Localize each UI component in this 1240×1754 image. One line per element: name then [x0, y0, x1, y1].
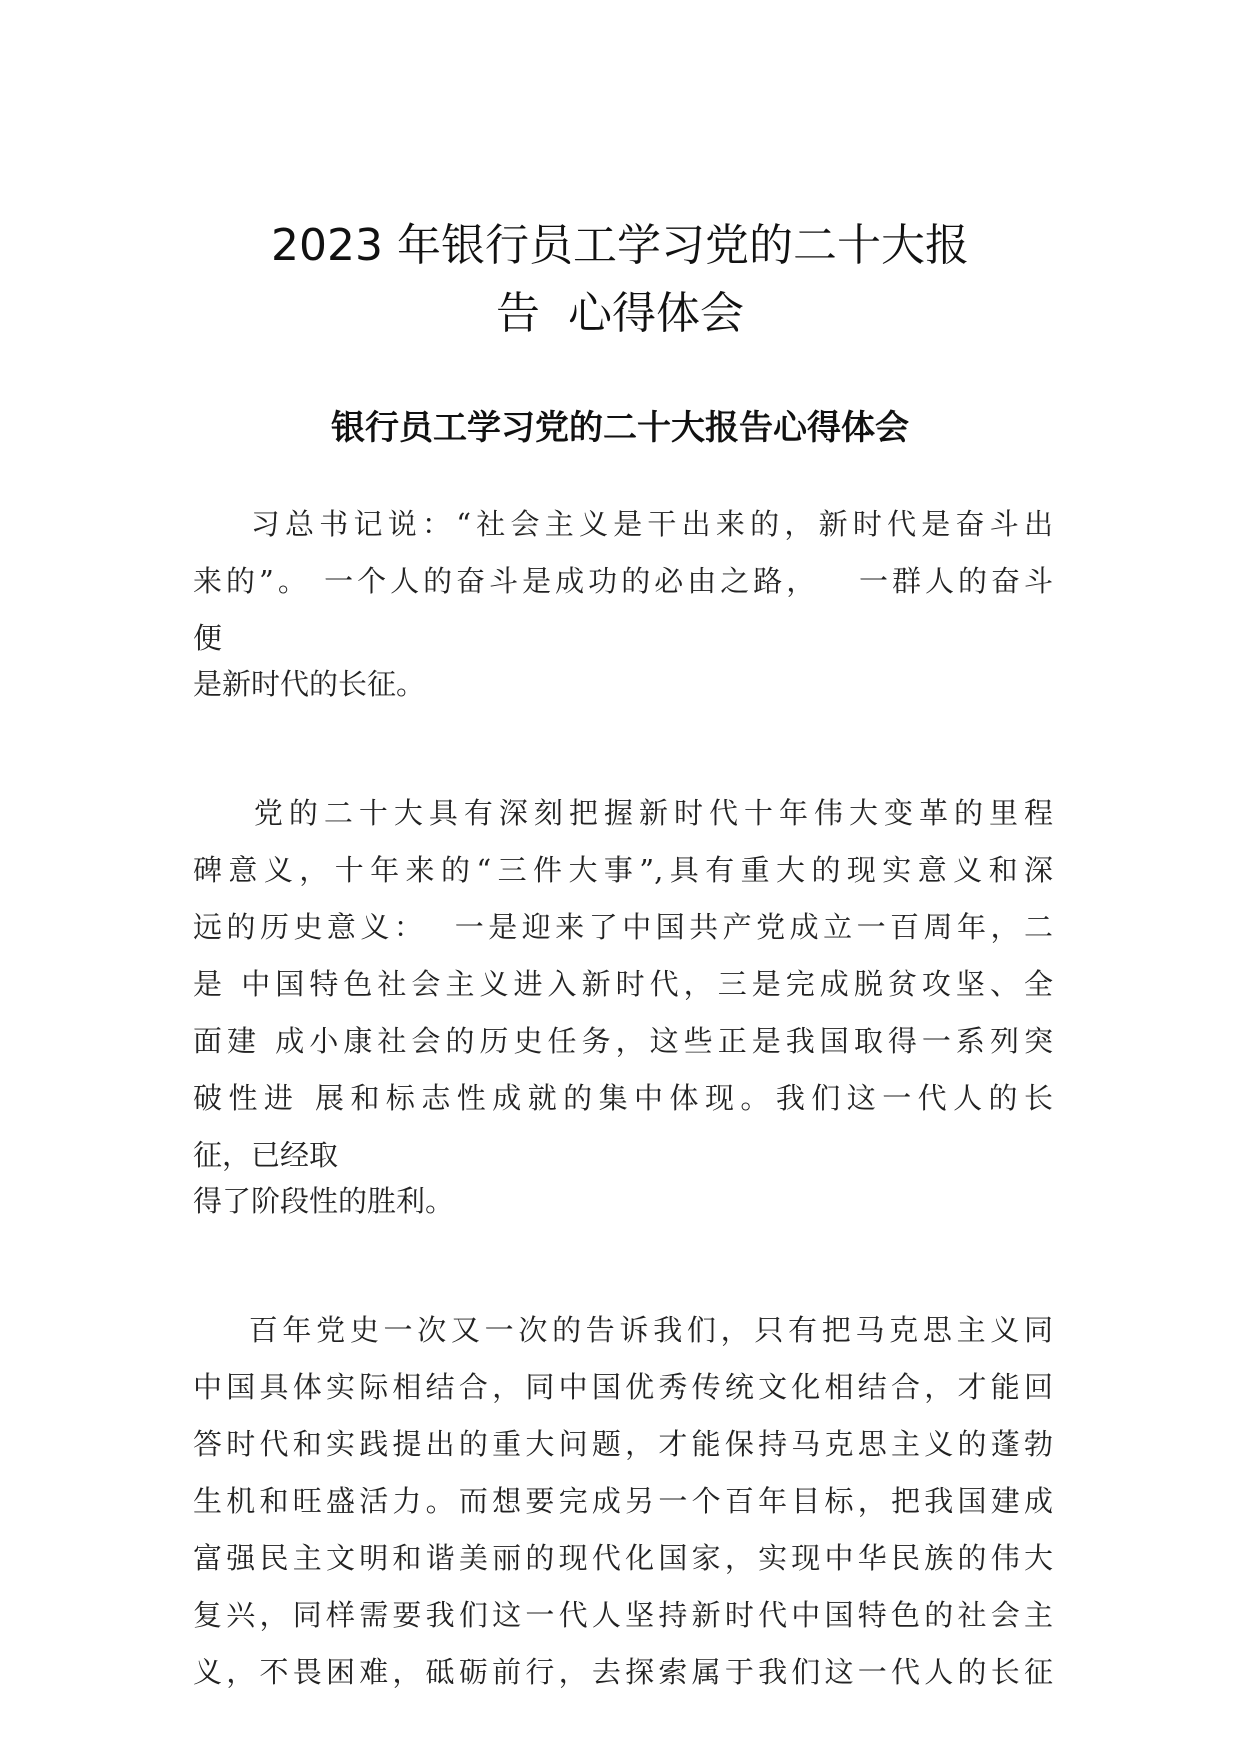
paragraph-line: 面建 成小康社会的历史任务，这些正是我国取得一系列突 — [193, 1024, 1053, 1058]
paragraph-line: 党的二十大具有深刻把握新时代十年伟大变革的里程 — [193, 796, 1053, 830]
document-title-line: 告 心得体会 — [496, 288, 744, 339]
paragraph-line: 中国具体实际相结合，同中国优秀传统文化相结合，才能回 — [193, 1370, 1053, 1404]
paragraph-line: 是 中国特色社会主义进入新时代，三是完成脱贫攻坚、全 — [193, 967, 1053, 1001]
paragraph-line: 是新时代的长征。 — [193, 667, 426, 701]
paragraph-line: 来的”。 一个人的奋斗是成功的必由之路， 一群人的奋斗 — [193, 564, 1053, 598]
document-body — [193, 496, 1053, 1701]
paragraph-line: 破性进 展和标志性成就的集中体现。我们这一代人的长 — [193, 1081, 1053, 1115]
paragraph-line: 义，不畏困难，砥砺前行，去探索属于我们这一代人的长征 — [193, 1655, 1053, 1689]
paragraph-spacer — [193, 1230, 1053, 1302]
paragraph-line: 得了阶段性的胜利。 — [193, 1184, 455, 1218]
paragraph-line: 征，已经取 — [193, 1138, 339, 1172]
paragraph-line: 便 — [193, 621, 223, 655]
paragraph-line: 远的历史意义： 一是迎来了中国共产党成立一百周年，二 — [193, 910, 1053, 944]
paragraph-line: 生机和旺盛活力。而想要完成另一个百年目标，把我国建成 — [193, 1484, 1053, 1518]
document-title — [0, 212, 1240, 348]
paragraph-line: 百年党史一次又一次的告诉我们，只有把马克思主义同 — [193, 1313, 1053, 1347]
document-title-line: 2023 年银行员工学习党的二十大报 — [271, 220, 969, 271]
paragraph-line: 答时代和实践提出的重大问题，才能保持马克思主义的蓬勃 — [193, 1427, 1053, 1461]
paragraph-line: 富强民主文明和谐美丽的现代化国家，实现中华民族的伟大 — [193, 1541, 1053, 1575]
document-subtitle: 银行员工学习党的二十大报告心得体会 — [331, 408, 909, 448]
paragraph-line: 复兴，同样需要我们这一代人坚持新时代中国特色的社会主 — [193, 1598, 1053, 1632]
paragraph-line: 碑意义，十年来的“三件大事”,具有重大的现实意义和深 — [193, 853, 1053, 887]
paragraph-line: 习总书记说：“社会主义是干出来的，新时代是奋斗出 — [193, 507, 1053, 541]
paragraph-spacer — [193, 713, 1053, 785]
